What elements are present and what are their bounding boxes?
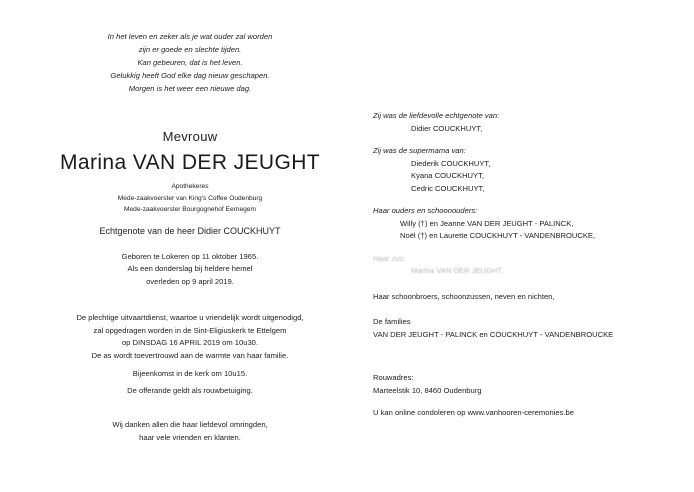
section-heading: Haar ouders en schoonouders: <box>373 206 478 215</box>
spouse-name: Didier COUCKHUYT, <box>411 123 483 133</box>
in-laws-line: Haar schoonbroers, schoonzussen, neven en nichten, <box>373 291 555 301</box>
role-line: Mede-zaakvoerster Bourgognehof Eernegem <box>124 206 256 213</box>
parents-section <box>373 205 678 218</box>
spouse-section <box>373 110 678 123</box>
honorific: Mevrouw <box>162 129 218 144</box>
thanks-line: Wij danken allen die haar liefdevol omringden, <box>112 420 268 429</box>
section-heading: Zij was de liefdevolle echtgenote van: <box>373 111 500 120</box>
poem-line: In het leven en zeker als je wat ouder zal worden <box>107 32 273 41</box>
deceased-name: Marina VAN DER JEUGHT <box>59 151 321 174</box>
child-name: Cedric COUCKHUYT, <box>411 183 485 193</box>
service-info <box>40 312 340 362</box>
poem-line: zijn er goede en slechte tijden. <box>138 45 242 54</box>
poem <box>40 30 340 95</box>
address-line: Marteelstik 10, 8460 Oudenburg <box>373 385 482 395</box>
section-heading: Zij was de supermama van: <box>373 146 466 155</box>
service-line: De plechtige uitvaartdienst, waartoe u vriendelijk wordt uitgenodigd, <box>76 313 304 322</box>
thanks-line: haar vele vrienden en klanten. <box>139 432 241 442</box>
child-name: Diederik COUCKHUYT, <box>411 158 491 168</box>
service-line: De as wordt toevertrouwd aan de warmte van haar familie. <box>91 350 289 360</box>
parents-line: Noël (†) en Laurette COUCKHUYT - VANDENBROUCKE, <box>400 231 596 240</box>
online-condolence: U kan online condoleren op www.vanhooren-ceremonies.be <box>373 408 574 417</box>
birth-death-line: overleden op 9 april 2019. <box>146 276 234 286</box>
birth-death-line: Geboren te Lokeren op 11 oktober 1965. <box>121 251 259 261</box>
birth-death-line: Als een donderslag bij heldere hemel <box>127 264 253 273</box>
spouse-line: Echtgenote van de heer Didier COUCKHUYT <box>99 225 281 236</box>
section-heading: Haar zus: <box>373 253 406 263</box>
service-line: op DINSDAG 16 APRIL 2019 om 10u30. <box>121 338 259 347</box>
parents-line: Willy (†) en Jeanne VAN DER JEUGHT - PALINCK, <box>400 218 574 228</box>
role-line: Mede-zaakvoerster van King's Coffee Oudenburg <box>117 194 263 202</box>
poem-line: Gelukkig heeft God elke dag nieuw geschapen. <box>110 71 270 80</box>
gathering-line: Bijeenkomst in de kerk om 10u15. <box>132 369 248 378</box>
address-heading: Rouwadres: <box>373 373 414 382</box>
left-column <box>40 30 340 444</box>
thanks <box>40 419 340 444</box>
poem-line: Kan gebeuren, dat is het leven. <box>137 58 243 67</box>
child-name: Kyana COUCKHUYT, <box>411 171 485 180</box>
families-heading: De families <box>373 317 411 326</box>
poem-line: Morgen is het weer een nieuwe dag. <box>128 84 252 93</box>
service-line: zal opgedragen worden in de Sint-Eligiuskerk te Ettelgem <box>93 325 287 335</box>
families-line: VAN DER JEUGHT - PALINCK en COUCKHUYT - VANDENBROUCKE <box>373 329 614 339</box>
sibling-name: Marina VAN DER JEUGHT, <box>411 266 504 275</box>
sibling-section <box>373 253 678 266</box>
right-column <box>373 110 678 420</box>
role-line: Apothekeres <box>171 183 209 190</box>
birth-death <box>40 251 340 289</box>
offering-line: De offerande geldt als rouwbetuiging. <box>127 385 253 395</box>
roles <box>40 181 340 216</box>
mother-section <box>373 145 678 158</box>
